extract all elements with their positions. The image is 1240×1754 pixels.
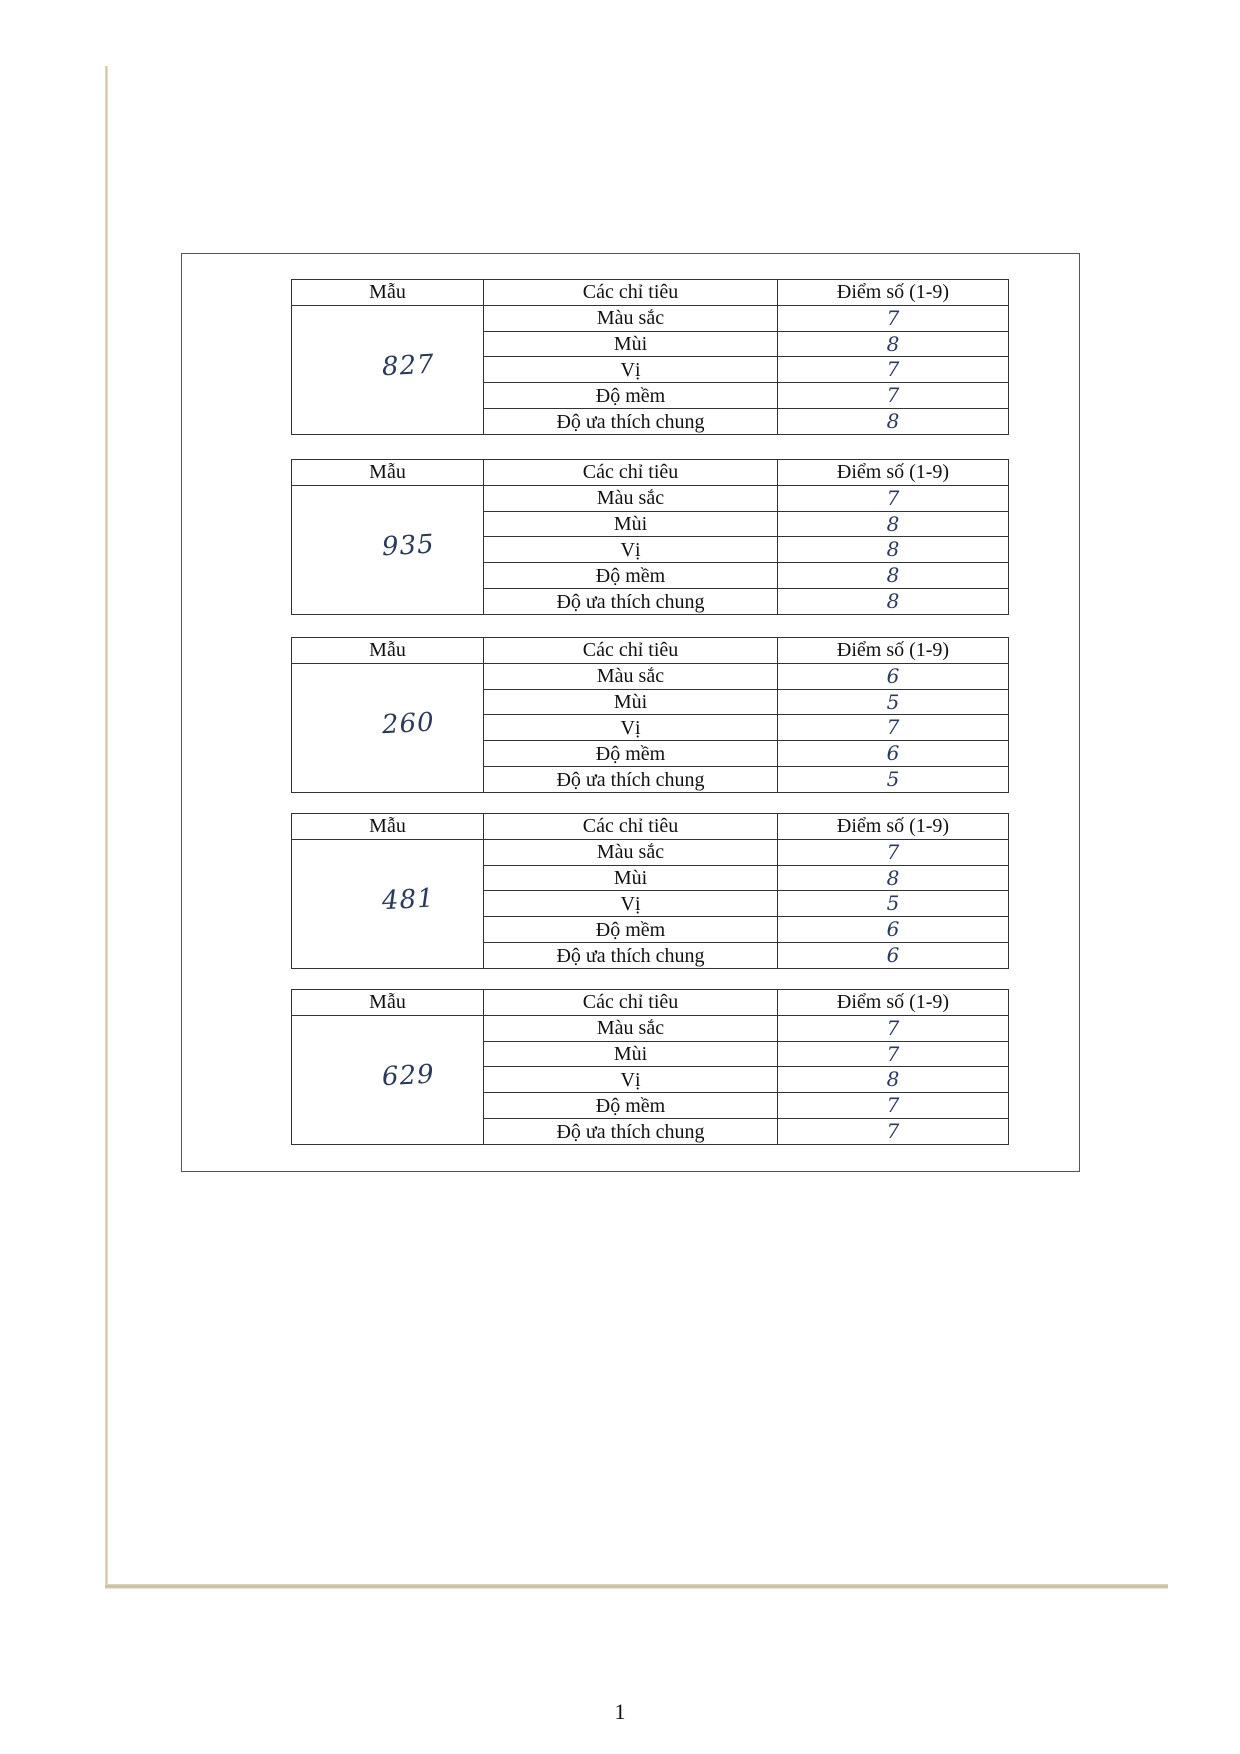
score-value: 6 (778, 943, 1009, 969)
score-value: 7 (778, 357, 1009, 383)
score-value: 7 (778, 1015, 1009, 1041)
header-row (292, 638, 1009, 664)
score-value: 8 (778, 537, 1009, 563)
sample-code-cell (292, 1015, 484, 1144)
criterion-label: Độ mềm (484, 563, 778, 589)
table-row (292, 663, 1009, 689)
scan-bottom-edge (105, 1584, 1168, 1589)
sample-table-4 (291, 813, 1009, 969)
criterion-label: Vị (484, 891, 778, 917)
criterion-label: Màu sắc (484, 839, 778, 865)
page-number: 1 (614, 1699, 626, 1724)
sample-table-2 (291, 459, 1009, 615)
score-value: 7 (778, 1119, 1009, 1145)
criterion-label: Vị (484, 1067, 778, 1093)
sample-code-cell (292, 485, 484, 614)
sample-code: 935 (381, 529, 436, 563)
sample-code-cell (292, 663, 484, 792)
header-criteria: Các chỉ tiêu (484, 460, 778, 486)
score-value: 6 (778, 741, 1009, 767)
score-value: 7 (778, 839, 1009, 865)
criterion-label: Độ mềm (484, 917, 778, 943)
criterion-label: Mùi (484, 865, 778, 891)
header-row (292, 280, 1009, 306)
score-value: 5 (778, 689, 1009, 715)
header-criteria: Các chỉ tiêu (484, 638, 778, 664)
criterion-label: Độ ưa thích chung (484, 943, 778, 969)
header-sample: Mẫu (292, 814, 484, 840)
header-criteria: Các chỉ tiêu (484, 280, 778, 306)
criterion-label: Vị (484, 537, 778, 563)
criterion-label: Độ ưa thích chung (484, 409, 778, 435)
criterion-label: Mùi (484, 1041, 778, 1067)
criterion-label: Độ mềm (484, 383, 778, 409)
score-value: 8 (778, 511, 1009, 537)
header-sample: Mẫu (292, 280, 484, 306)
sample-table-1 (291, 279, 1009, 435)
criterion-label: Mùi (484, 689, 778, 715)
sample-code: 629 (381, 1059, 436, 1093)
score-value: 5 (778, 767, 1009, 793)
criterion-label: Mùi (484, 331, 778, 357)
score-value: 7 (778, 305, 1009, 331)
criterion-label: Màu sắc (484, 305, 778, 331)
table-row (292, 839, 1009, 865)
criterion-label: Độ ưa thích chung (484, 1119, 778, 1145)
header-score: Điểm số (1-9) (778, 638, 1009, 664)
score-value: 8 (778, 409, 1009, 435)
score-value: 8 (778, 865, 1009, 891)
criterion-label: Độ ưa thích chung (484, 589, 778, 615)
header-score: Điểm số (1-9) (778, 814, 1009, 840)
score-value: 7 (778, 485, 1009, 511)
scan-left-edge (105, 66, 108, 1586)
score-value: 7 (778, 383, 1009, 409)
criterion-label: Mùi (484, 511, 778, 537)
header-sample: Mẫu (292, 460, 484, 486)
sample-code: 827 (381, 349, 436, 383)
score-value: 5 (778, 891, 1009, 917)
table-row (292, 1015, 1009, 1041)
table-row (292, 305, 1009, 331)
criterion-label: Vị (484, 715, 778, 741)
sample-code: 260 (381, 707, 436, 741)
score-value: 8 (778, 331, 1009, 357)
header-score: Điểm số (1-9) (778, 460, 1009, 486)
score-value: 8 (778, 1067, 1009, 1093)
criterion-label: Màu sắc (484, 1015, 778, 1041)
table-row (292, 485, 1009, 511)
score-value: 8 (778, 563, 1009, 589)
header-sample: Mẫu (292, 638, 484, 664)
header-score: Điểm số (1-9) (778, 280, 1009, 306)
sample-code: 481 (381, 883, 436, 917)
header-sample: Mẫu (292, 990, 484, 1016)
score-value: 8 (778, 589, 1009, 615)
header-score: Điểm số (1-9) (778, 990, 1009, 1016)
score-value: 7 (778, 1093, 1009, 1119)
score-value: 7 (778, 1041, 1009, 1067)
header-row (292, 460, 1009, 486)
sample-table-3 (291, 637, 1009, 793)
criterion-label: Màu sắc (484, 663, 778, 689)
header-criteria: Các chỉ tiêu (484, 814, 778, 840)
header-row (292, 990, 1009, 1016)
header-row (292, 814, 1009, 840)
criterion-label: Vị (484, 357, 778, 383)
sample-code-cell (292, 839, 484, 968)
score-value: 6 (778, 663, 1009, 689)
sample-table-5 (291, 989, 1009, 1145)
sample-code-cell (292, 305, 484, 434)
score-value: 7 (778, 715, 1009, 741)
criterion-label: Độ mềm (484, 741, 778, 767)
score-value: 6 (778, 917, 1009, 943)
criterion-label: Độ ưa thích chung (484, 767, 778, 793)
criterion-label: Màu sắc (484, 485, 778, 511)
header-criteria: Các chỉ tiêu (484, 990, 778, 1016)
criterion-label: Độ mềm (484, 1093, 778, 1119)
